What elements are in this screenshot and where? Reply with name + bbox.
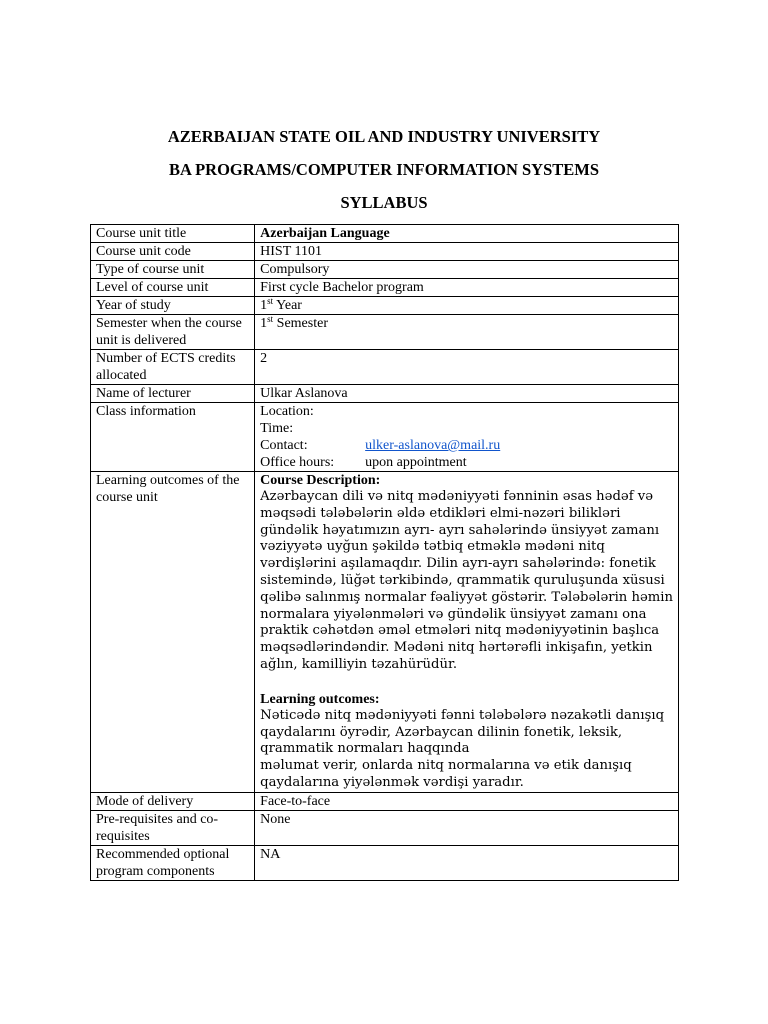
table-row <box>91 810 679 845</box>
table-row <box>91 225 679 243</box>
row-label: Learning outcomes of the course unit <box>91 472 255 793</box>
program-title: BA PROGRAMS/COMPUTER INFORMATION SYSTEMS <box>168 160 600 179</box>
optional-components-value: NA <box>255 845 679 880</box>
semester-ordinal: st <box>267 314 274 324</box>
description-line: vəziyyətə uyğun şəkildə tətbiq etməklə mədəni nitq <box>260 539 605 555</box>
office-hours-label: Office hours: <box>260 455 335 470</box>
outcome-line: qrammatik normaları haqqında <box>260 741 470 757</box>
table-row <box>91 403 679 472</box>
table-row <box>91 315 679 350</box>
course-type-value: Compulsory <box>255 261 679 279</box>
year-of-study-value <box>255 297 679 315</box>
table-row <box>91 472 679 793</box>
outcome-line: məlumat verir, onlarda nitq normalarına və etik danışıq <box>260 758 632 774</box>
semester-text: Semester <box>273 316 328 331</box>
semester-number: 1 <box>260 316 268 331</box>
spacer <box>260 674 673 691</box>
table-row <box>91 261 679 279</box>
row-label: Course unit code <box>91 243 255 261</box>
row-label: Year of study <box>91 297 255 315</box>
outcomes-value <box>255 472 679 793</box>
contact-row <box>260 437 673 454</box>
description-line: sistemində, lüğət tərkibində, qrammatik quruluşunda xüsusi <box>260 572 665 588</box>
time-label: Time: <box>260 421 294 436</box>
course-description-text <box>260 489 673 674</box>
table-row <box>91 792 679 810</box>
description-line: Azərbaycan dili və nitq mədəniyyəti fənninin əsas hədəf və <box>260 489 654 504</box>
contact-email-link[interactable]: ulker-aslanova@mail.ru <box>365 438 501 453</box>
contact-label: Contact: <box>260 438 308 453</box>
row-label: Recommended optional program components <box>91 845 255 880</box>
table-row <box>91 350 679 385</box>
description-line: məqsədlərindəndir. Mədəni nitq hərtərəfli inkişafın, yetkin <box>260 640 653 656</box>
row-label: Class information <box>91 403 255 472</box>
row-label: Pre-requisites and co-requisites <box>91 810 255 845</box>
delivery-value: Face-to-face <box>255 792 679 810</box>
course-description-heading: Course Description: <box>260 473 381 488</box>
syllabus-table <box>90 224 679 881</box>
course-title-value: Azerbaijan Language <box>255 225 679 243</box>
year-text: Year <box>273 298 302 313</box>
description-line: məqsədi tələbələrin əldə etdikləri elmi-nəzəri bilikləri <box>260 505 621 521</box>
learning-outcomes-text <box>260 708 673 792</box>
description-line: ağlın, kamilliyin təzahürüdür. <box>260 656 458 672</box>
row-label: Name of lecturer <box>91 385 255 403</box>
row-label: Semester when the course unit is delivered <box>91 315 255 350</box>
table-row <box>91 845 679 880</box>
semester-value <box>255 315 679 350</box>
course-level-value: First cycle Bachelor program <box>255 279 679 297</box>
year-ordinal: st <box>267 296 274 306</box>
class-info-value <box>255 403 679 472</box>
document-title: SYLLABUS <box>340 193 428 212</box>
description-line: qəlibə salınmış normalar fəaliyyət göstərir. Tələbələrin həmin <box>260 589 673 605</box>
table-row <box>91 297 679 315</box>
course-code-value: HIST 1101 <box>255 243 679 261</box>
table-row <box>91 243 679 261</box>
row-label: Course unit title <box>91 225 255 243</box>
table-row <box>91 385 679 403</box>
description-line: praktik cəhətdən əməl etmələri nitq mədəniyyətinin başlıca <box>260 623 660 639</box>
description-line: vərdişlərini aşılamaqdır. Dilin ayrı-ayrı sahələrində: fonetik <box>260 556 656 572</box>
description-line: gündəlik həyatımızın ayrı- ayrı sahələrində ünsiyyət zamanı <box>260 522 660 538</box>
office-hours-value: upon appointment <box>365 455 467 470</box>
location-label: Location: <box>260 404 314 419</box>
table-row <box>91 279 679 297</box>
ects-value: 2 <box>255 350 679 385</box>
prerequisites-value: None <box>255 810 679 845</box>
year-number: 1 <box>260 298 268 313</box>
outcome-line: Nəticədə nitq mədəniyyəti fənni tələbələrə nəzakətli danışıq <box>260 707 665 723</box>
lecturer-value: Ulkar Aslanova <box>255 385 679 403</box>
office-hours-row <box>260 454 673 471</box>
row-label: Mode of delivery <box>91 792 255 810</box>
row-label: Type of course unit <box>91 261 255 279</box>
university-title: AZERBAIJAN STATE OIL AND INDUSTRY UNIVERSITY <box>167 127 601 146</box>
description-line: normalara yiyələnmələri və gündəlik ünsiyyət zamanı ona <box>260 606 647 622</box>
learning-outcomes-heading: Learning outcomes: <box>260 691 380 707</box>
outcome-line: qaydalarını öyrədir, Azərbaycan dilinin fonetik, leksik, <box>260 724 623 740</box>
row-label: Number of ECTS credits allocated <box>91 350 255 385</box>
row-label: Level of course unit <box>91 279 255 297</box>
outcome-line: qaydalarına yiyələnmək vərdişi yaradır. <box>260 774 524 790</box>
